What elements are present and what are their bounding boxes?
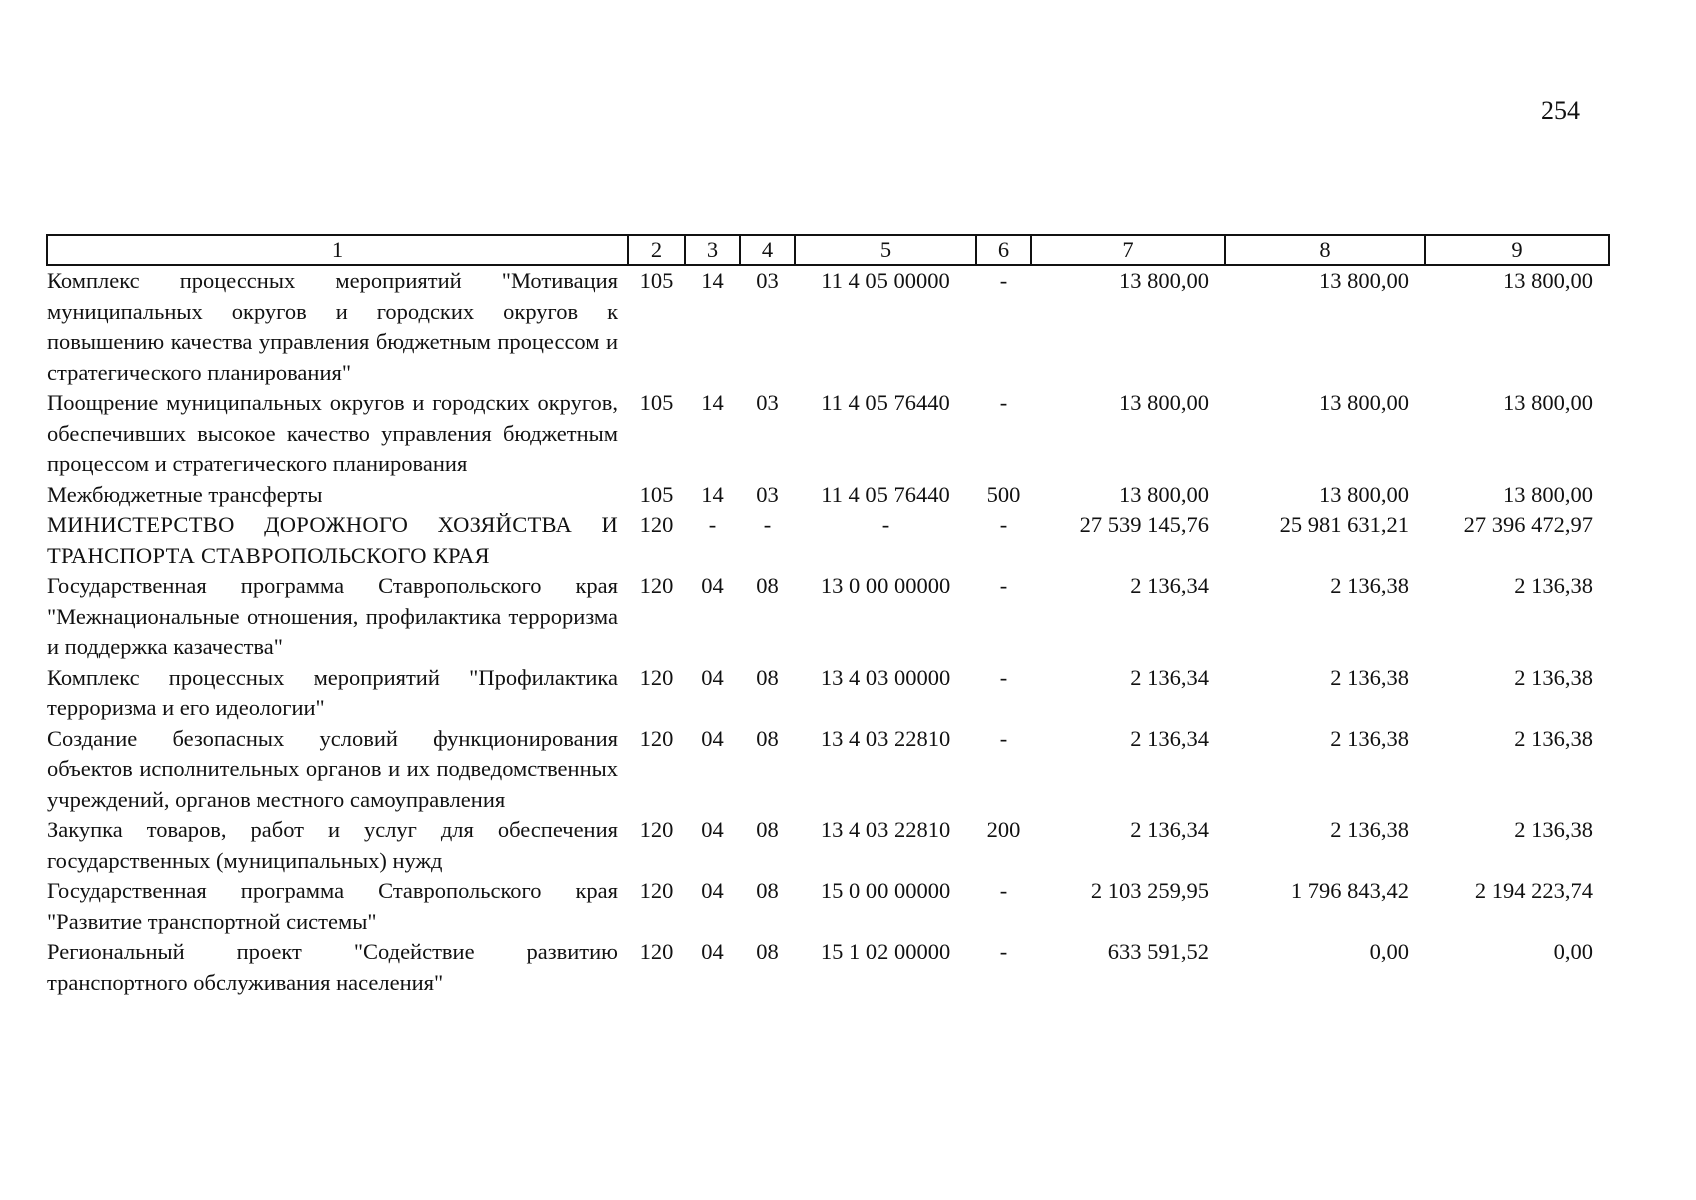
section-code: 04 xyxy=(701,939,724,964)
header-row xyxy=(47,235,1609,265)
ministry-code: 105 xyxy=(639,481,674,507)
expense-type-code: - xyxy=(999,512,1008,537)
target-article-code: 13 4 03 22810 xyxy=(820,817,951,842)
item-name: Государственная программа Ставропольского края "Межнациональные отношения, профилактика терроризма и поддержка казачества" xyxy=(47,573,618,659)
amount-col-7: 2 103 259,95 xyxy=(1090,878,1209,903)
amount-col-7: 2 136,34 xyxy=(1130,573,1209,598)
expense-type-code: - xyxy=(999,939,1008,964)
section-code: 14 xyxy=(701,268,724,293)
subsection-code: 08 xyxy=(756,878,779,903)
expense-type-code: - xyxy=(999,664,1008,690)
target-article-code: 13 4 03 00000 xyxy=(820,664,951,690)
target-article-code: 15 1 02 00000 xyxy=(820,939,951,964)
amount-col-9: 0,00 xyxy=(1553,939,1593,964)
amount-col-7: 2 136,34 xyxy=(1130,817,1209,842)
section-code: 04 xyxy=(701,725,724,751)
item-name: Комплекс процессных мероприятий "Мотивация муниципальных округов и городских округов к повышению качества управления бюджетным процессом и стратегического планирования" xyxy=(47,268,618,385)
target-article-code: 11 4 05 00000 xyxy=(821,268,950,293)
amount-col-7: 13 800,00 xyxy=(1119,268,1209,293)
table-row xyxy=(47,815,1609,876)
subsection-code: 08 xyxy=(756,939,779,964)
table-row xyxy=(47,937,1609,998)
ministry-code: 120 xyxy=(639,573,674,598)
subsection-code: 03 xyxy=(756,390,779,415)
column-header: 1 xyxy=(47,235,628,265)
amount-col-7: 2 136,34 xyxy=(1130,725,1209,751)
amount-col-7: 13 800,00 xyxy=(1119,481,1209,507)
amount-col-9: 2 136,38 xyxy=(1514,664,1593,690)
table-row xyxy=(47,724,1609,816)
section-code: - xyxy=(708,512,717,537)
expense-type-code: 500 xyxy=(986,481,1021,507)
table-row xyxy=(47,510,1609,571)
amount-col-9: 2 194 223,74 xyxy=(1474,878,1593,903)
ministry-code: 105 xyxy=(639,390,674,415)
ministry-code: 120 xyxy=(639,878,674,903)
amount-col-8: 0,00 xyxy=(1369,939,1409,964)
amount-col-8: 2 136,38 xyxy=(1330,817,1409,842)
item-name: Межбюджетные трансферты xyxy=(47,481,323,507)
table-row xyxy=(47,480,1609,511)
ministry-code: 120 xyxy=(639,664,674,690)
ministry-code: 120 xyxy=(639,939,674,964)
expense-type-code: - xyxy=(999,390,1008,415)
section-code: 04 xyxy=(701,878,724,903)
item-name: Комплекс процессных мероприятий "Профилактика терроризма и его идеологии" xyxy=(47,664,618,720)
section-code: 14 xyxy=(701,390,724,415)
column-header: 7 xyxy=(1031,235,1225,265)
column-header: 5 xyxy=(795,235,976,265)
table-row xyxy=(47,876,1609,937)
target-article-code: 13 4 03 22810 xyxy=(820,725,951,751)
expense-type-code: 200 xyxy=(986,817,1021,842)
ministry-code: 105 xyxy=(639,268,674,293)
table-row xyxy=(47,571,1609,663)
target-article-code: 11 4 05 76440 xyxy=(821,390,950,415)
amount-col-8: 13 800,00 xyxy=(1319,268,1409,293)
expense-type-code: - xyxy=(999,573,1008,598)
section-code: 04 xyxy=(701,664,724,690)
column-header: 4 xyxy=(740,235,795,265)
expense-type-code: - xyxy=(999,725,1008,751)
amount-col-7: 27 539 145,76 xyxy=(1079,512,1209,537)
subsection-code: 08 xyxy=(756,725,779,751)
amount-col-9: 2 136,38 xyxy=(1514,573,1593,598)
amount-col-8: 2 136,38 xyxy=(1330,573,1409,598)
amount-col-9: 2 136,38 xyxy=(1514,725,1593,751)
amount-col-9: 13 800,00 xyxy=(1503,268,1593,293)
table-row xyxy=(47,388,1609,480)
page-number: 254 xyxy=(1541,96,1580,125)
item-name: Поощрение муниципальных округов и городских округов, обеспечивших высокое качество управления бюджетным процессом и стратегического планирования xyxy=(47,390,618,476)
budget-table xyxy=(46,234,1610,998)
section-code: 14 xyxy=(701,481,724,507)
amount-col-9: 27 396 472,97 xyxy=(1463,512,1593,537)
amount-col-7: 13 800,00 xyxy=(1119,390,1209,415)
table-row xyxy=(47,663,1609,724)
subsection-code: 08 xyxy=(756,817,779,842)
expense-type-code: - xyxy=(999,878,1008,903)
target-article-code: 11 4 05 76440 xyxy=(821,481,950,507)
item-name: МИНИСТЕРСТВО ДОРОЖНОГО ХОЗЯЙСТВА И ТРАНСПОРТА СТАВРОПОЛЬСКОГО КРАЯ xyxy=(47,512,618,568)
ministry-code: 120 xyxy=(639,725,674,751)
amount-col-8: 2 136,38 xyxy=(1330,725,1409,751)
amount-col-9: 13 800,00 xyxy=(1503,390,1593,415)
target-article-code: 13 0 00 00000 xyxy=(820,573,951,598)
ministry-code: 120 xyxy=(639,512,674,537)
subsection-code: 08 xyxy=(756,664,779,690)
target-article-code: - xyxy=(881,512,890,537)
section-code: 04 xyxy=(701,573,724,598)
item-name: Закупка товаров, работ и услуг для обеспечения государственных (муниципальных) нужд xyxy=(47,817,618,873)
subsection-code: 03 xyxy=(756,481,779,507)
amount-col-8: 25 981 631,21 xyxy=(1279,512,1409,537)
amount-col-8: 13 800,00 xyxy=(1319,481,1409,507)
ministry-code: 120 xyxy=(639,817,674,842)
subsection-code: - xyxy=(763,512,772,537)
column-header: 6 xyxy=(976,235,1031,265)
table-row xyxy=(47,265,1609,388)
column-header: 9 xyxy=(1425,235,1609,265)
target-article-code: 15 0 00 00000 xyxy=(820,878,951,903)
column-header: 2 xyxy=(628,235,685,265)
amount-col-8: 1 796 843,42 xyxy=(1290,878,1409,903)
subsection-code: 03 xyxy=(756,268,779,293)
amount-col-7: 633 591,52 xyxy=(1107,939,1209,964)
amount-col-9: 13 800,00 xyxy=(1503,481,1593,507)
amount-col-8: 13 800,00 xyxy=(1319,390,1409,415)
item-name: Создание безопасных условий функционирования объектов исполнительных органов и их подведомственных учреждений, органов местного самоуправления xyxy=(47,725,618,812)
amount-col-9: 2 136,38 xyxy=(1514,817,1593,842)
column-header: 8 xyxy=(1225,235,1425,265)
item-name: Государственная программа Ставропольского края "Развитие транспортной системы" xyxy=(47,878,618,934)
amount-col-7: 2 136,34 xyxy=(1130,664,1209,690)
column-header: 3 xyxy=(685,235,740,265)
item-name: Региональный проект "Содействие развитию транспортного обслуживания населения" xyxy=(47,939,618,995)
section-code: 04 xyxy=(701,817,724,842)
expense-type-code: - xyxy=(999,268,1008,293)
amount-col-8: 2 136,38 xyxy=(1330,664,1409,690)
subsection-code: 08 xyxy=(756,573,779,598)
